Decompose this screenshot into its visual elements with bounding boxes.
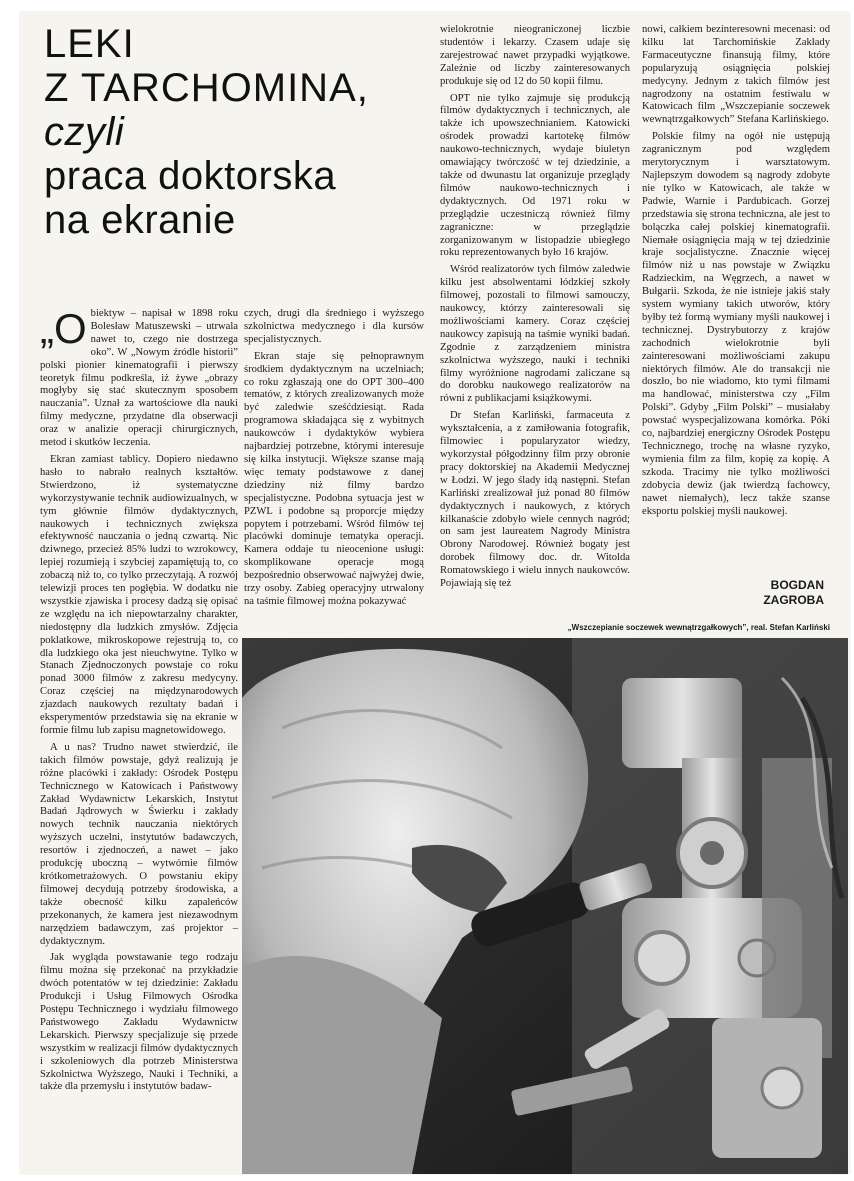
text-column-1: [40, 305, 238, 1098]
drop-cap: „O: [40, 305, 87, 352]
col1-paragraph-1-text: biektyw – napisał w 1898 roku Bolesław Matuszewski – utrwala nawet to, czego nie dostrzega oko”. W „Nowym źródle historii” polski pionier kinematografii i pierwszy teoretyk filmu podkreśla, iż żywe „obrazy mogłyby się stać skutecznym sposobem nauczania”. Uznał za wartościowe dla nauki filmy medyczne, przydatne dla obserwacji oraz w analizie operacji chirurgicznych, metod i skutków leczenia.: [40, 308, 238, 449]
photo-illustration: [242, 638, 848, 1174]
author-signature: [724, 578, 824, 608]
headline-line-2: Z TARCHOMINA,: [44, 66, 369, 110]
author-first-name: BOGDAN: [770, 578, 824, 592]
col4-paragraph-2: Polskie filmy na ogół nie ustępują zagranicznym pod względem merytorycznym i warsztatowym. Najlepszym dowodem są nagrody zdobyte nie tylko w Katowicach, ale także w Padwie, Warnie i Pardubicach. Gorzej przedstawia się strona techniczna, ale jest to bolączka całej polskiej kinematografii. Niemałe osiągnięcia mają w tej dziedzinie kraje socjalistyczne. Znacznie więcej filmów niż u nas powstaje w Związku Radzieckim, na Węgrzech, a nawet w Bułgarii. Szkoda, że nie istnieje jakiś stały system wymiany takich utworów, który byłby też formą wymiany myśli naukowej i technicznej. Dystrybutorzy z krajów zachodnich wielokrotnie byli zainteresowani możliwościami zakupu niektórych filmów. Ale do transakcji nie doszło, bo nie wiadomo, kto tymi filmami ma handlować, ministerstwa czy „Film Polski”. Gdyby „Film Polski” – musiałaby powstać wyspecjalizowana komórka. Póki co, najbardziej energiczny Ośrodek Postępu Technicznego, trochę na własne ryzyko, wymienia film za film, kopię za kopię. A szkoda. Tracimy nie tylko możliwości zdobycia dewiz (jak twierdzą fachowcy, nawet niemałych), lecz także szanse eksportu polskiej myśli naukowej.: [642, 131, 830, 517]
text-column-2: [244, 308, 424, 613]
col4-paragraph-1: nowi, całkiem bezinteresowni mecenasi: od kilku lat Tarchomińskie Zakłady Farmaceutyczne finansują filmy, które popularyzują osiągnięcia polskiej medycyny. Jednym z takich filmów jest nagrodzony na ostatnim festiwalu w Katowicach film „Wszczepianie soczewek wewnątrzgałkowych” Stefana Karlińskiego.: [642, 24, 830, 126]
headline-line-4: praca doktorska: [44, 154, 337, 198]
text-column-3: [440, 24, 630, 595]
headline-line-1: LEKI: [44, 22, 135, 66]
headline-line-3: czyli: [44, 110, 125, 154]
col3-paragraph-3: Wśród realizatorów tych filmów zaledwie kilku jest absolwentami łódzkiej szkoły filmowej, pozostali to filmowi samouczy, naukowcy, którzy zainteresowali się możliwościami kamery. Coraz częściej naukowcy zapisują na taśmie wyniki badań. Zgodnie z zarządzeniem ministra szkolnictwa wyższego, nauki i techniki filmy wyróżnione nagrodami zaliczane są do dorobku naukowego realizatorów na równi z publikacjami książkowymi.: [440, 264, 630, 405]
col1-paragraph-2: Ekran zamiast tablicy. Dopiero niedawno hasło to nabrało realnych kształtów. Stwierdzono, iż systematyczne wykorzystywanie technik audiowizualnych, w tym głównie filmów dydaktycznych, naukowych i technicznych zwiększa efektywność nauczania o jedną czwartą. Nic dziwnego, przecież 85% ludzi to wzrokowcy, lepiej rozumieją i szybciej zapamiętują to, co zobaczą niż to, co tylko przeczytają. A rozwój telewizji proces ten pogłębia. W dodatku nie wszystkie zjawiska i procesy dadzą się opisać ze względu na ich niepowtarzalny charakter, niedostępny dla ludzkich zmysłów. Zdjęcia poklatkowe, mikroskopowe rejestrują to, co dla ludzkiego oka jest nieuchwytne. Tylko w Stanach Zjednoczonych powstaje co roku ponad 3000 filmów z zakresu medycyny. Coraz częściej na międzynarodowych zjazdach naukowych rezultaty badań i eksperymentów przedstawia się na ekranie w formie filmu lub zapisu magnetowidowego.: [40, 453, 238, 736]
col2-paragraph-2: Ekran staje się pełnoprawnym środkiem dydaktycznym na uczelniach; co roku zgłaszają one do OPT 300–400 tematów, z których zrealizowanych może być zaledwie sześćdziesiąt. Rada programowa składająca się z wybitnych naukowców i dydaktyków wybiera najbardziej potrzebne, którymi interesuje się kilka instytucji. Większe szanse mają więc tematy podstawowe z danej dziedziny niż filmy bardzo specjalistyczne. Podobna sytuacja jest w PZWL i podobne są proporcje między popytem i potrzebami. Wśród filmów tej placówki dominuje tematyka operacji. Kamera oddaje tu nieocenione usługi: skomplikowane operacje mogą bezpośrednio obserwować najwyżej dwie, trzy osoby. Zabieg operacyjny utrwalony na taśmie filmowej można pokazywać: [244, 350, 424, 607]
col2-paragraph-1: czych, drugi dla średniego i wyższego szkolnictwa medycznego i dla kursów specjalistycznych.: [244, 308, 424, 345]
col1-paragraph-4: Jak wygląda powstawanie tego rodzaju filmu można się przekonać na przykładzie dwóch potentatów w tej dziedzinie: Zakładu Produkcji i Usług Filmowych Ośrodka Postępu Technicznego i wydziału filmowego Państwowego Zakładu Wydawnictw Lekarskich. Pierwszy specjalizuje się przede wszystkim w realizacji filmów dydaktycznych i szkoleniowych dla potrzeb Ministerstwa Szkolnictwa Wyższego, Nauki i Techniki, a także dla przemysłu i instytutów badaw-: [40, 952, 238, 1093]
headline-line-5: na ekranie: [44, 198, 236, 242]
col3-paragraph-1: wielokrotnie nieograniczonej liczbie studentów i lekarzy. Czasem udaje się zarejestrować nawet przypadki wyjątkowe. Zależnie od liczby zainteresowanych produkuje się od 12 do 50 kopii filmu.: [440, 24, 630, 87]
photo-caption: „Wszczepianie soczewek wewnątrzgałkowych”, real. Stefan Karliński: [567, 623, 830, 632]
text-column-4: [642, 24, 830, 522]
magazine-page: [20, 12, 850, 1174]
col1-paragraph-1: [40, 305, 238, 450]
col3-paragraph-2: OPT nie tylko zajmuje się produkcją filmów dydaktycznych i technicznych, ale także ich upowszechnianiem. Katowicki ośrodek prowadzi kartotekę filmów naukowo-technicznych, wydaje biuletyn omawiający twórczość w tej dziedzinie, a także od dwunastu lat organizuje przeglądy filmów naukowo-technicznych i dydaktycznych. Od 1971 roku w przeglądzie uczestniczą również filmy zagraniczne: w przeglądzie zorganizowanym w listopadzie ubiegłego roku reprezentowanych było 16 krajów.: [440, 92, 630, 259]
col3-paragraph-4: Dr Stefan Karliński, farmaceuta z wykształcenia, a z zamiłowania fotografik, filmowiec i popularyzator wiedzy, wykorzystał półgodzinny film przy obronie pracy doktorskiej na Akademii Medycznej w Łodzi. W jego ślady idą następni. Stefan Karliński zrealizował już ponad 80 filmów dydaktycznych i naukowych, z których kilkanaście zdobyło wiele cennych nagród; on sam jest laureatem Nagrody Ministra Obrony Narodowej. Również bogaty jest dorobek filmowy doc. dr. Witolda Romatowskiego i wielu innych naukowców. Pojawiają się też: [440, 410, 630, 590]
surgeon-microscope-photo: [242, 638, 848, 1174]
author-last-name: ZAGROBA: [763, 593, 824, 607]
col1-paragraph-3: A u nas? Trudno nawet stwierdzić, ile takich filmów powstaje, gdyż realizują je różne placówki i zakłady: Ośrodek Postępu Technicznego w Katowicach i Państwowy Zakład Wydawnictw Lekarskich, Instytut Badań Jądrowych w Świerku i zakłady nowych technik nauczania niektórych wyższych uczelni, instytutów badawczych, resortów i zjednoczeń, a nawet – jako produkcję uboczną – wytwórnie filmów krótkometrażowych. O powstaniu ekipy filmowej decydują potrzeby środowiska, a także obecność kilku zapaleńców przekonanych, że kamera jest niezawodnym narzędziem badawczym, zaś projektor – dydaktycznym.: [40, 741, 238, 947]
article-headline: [44, 22, 434, 242]
